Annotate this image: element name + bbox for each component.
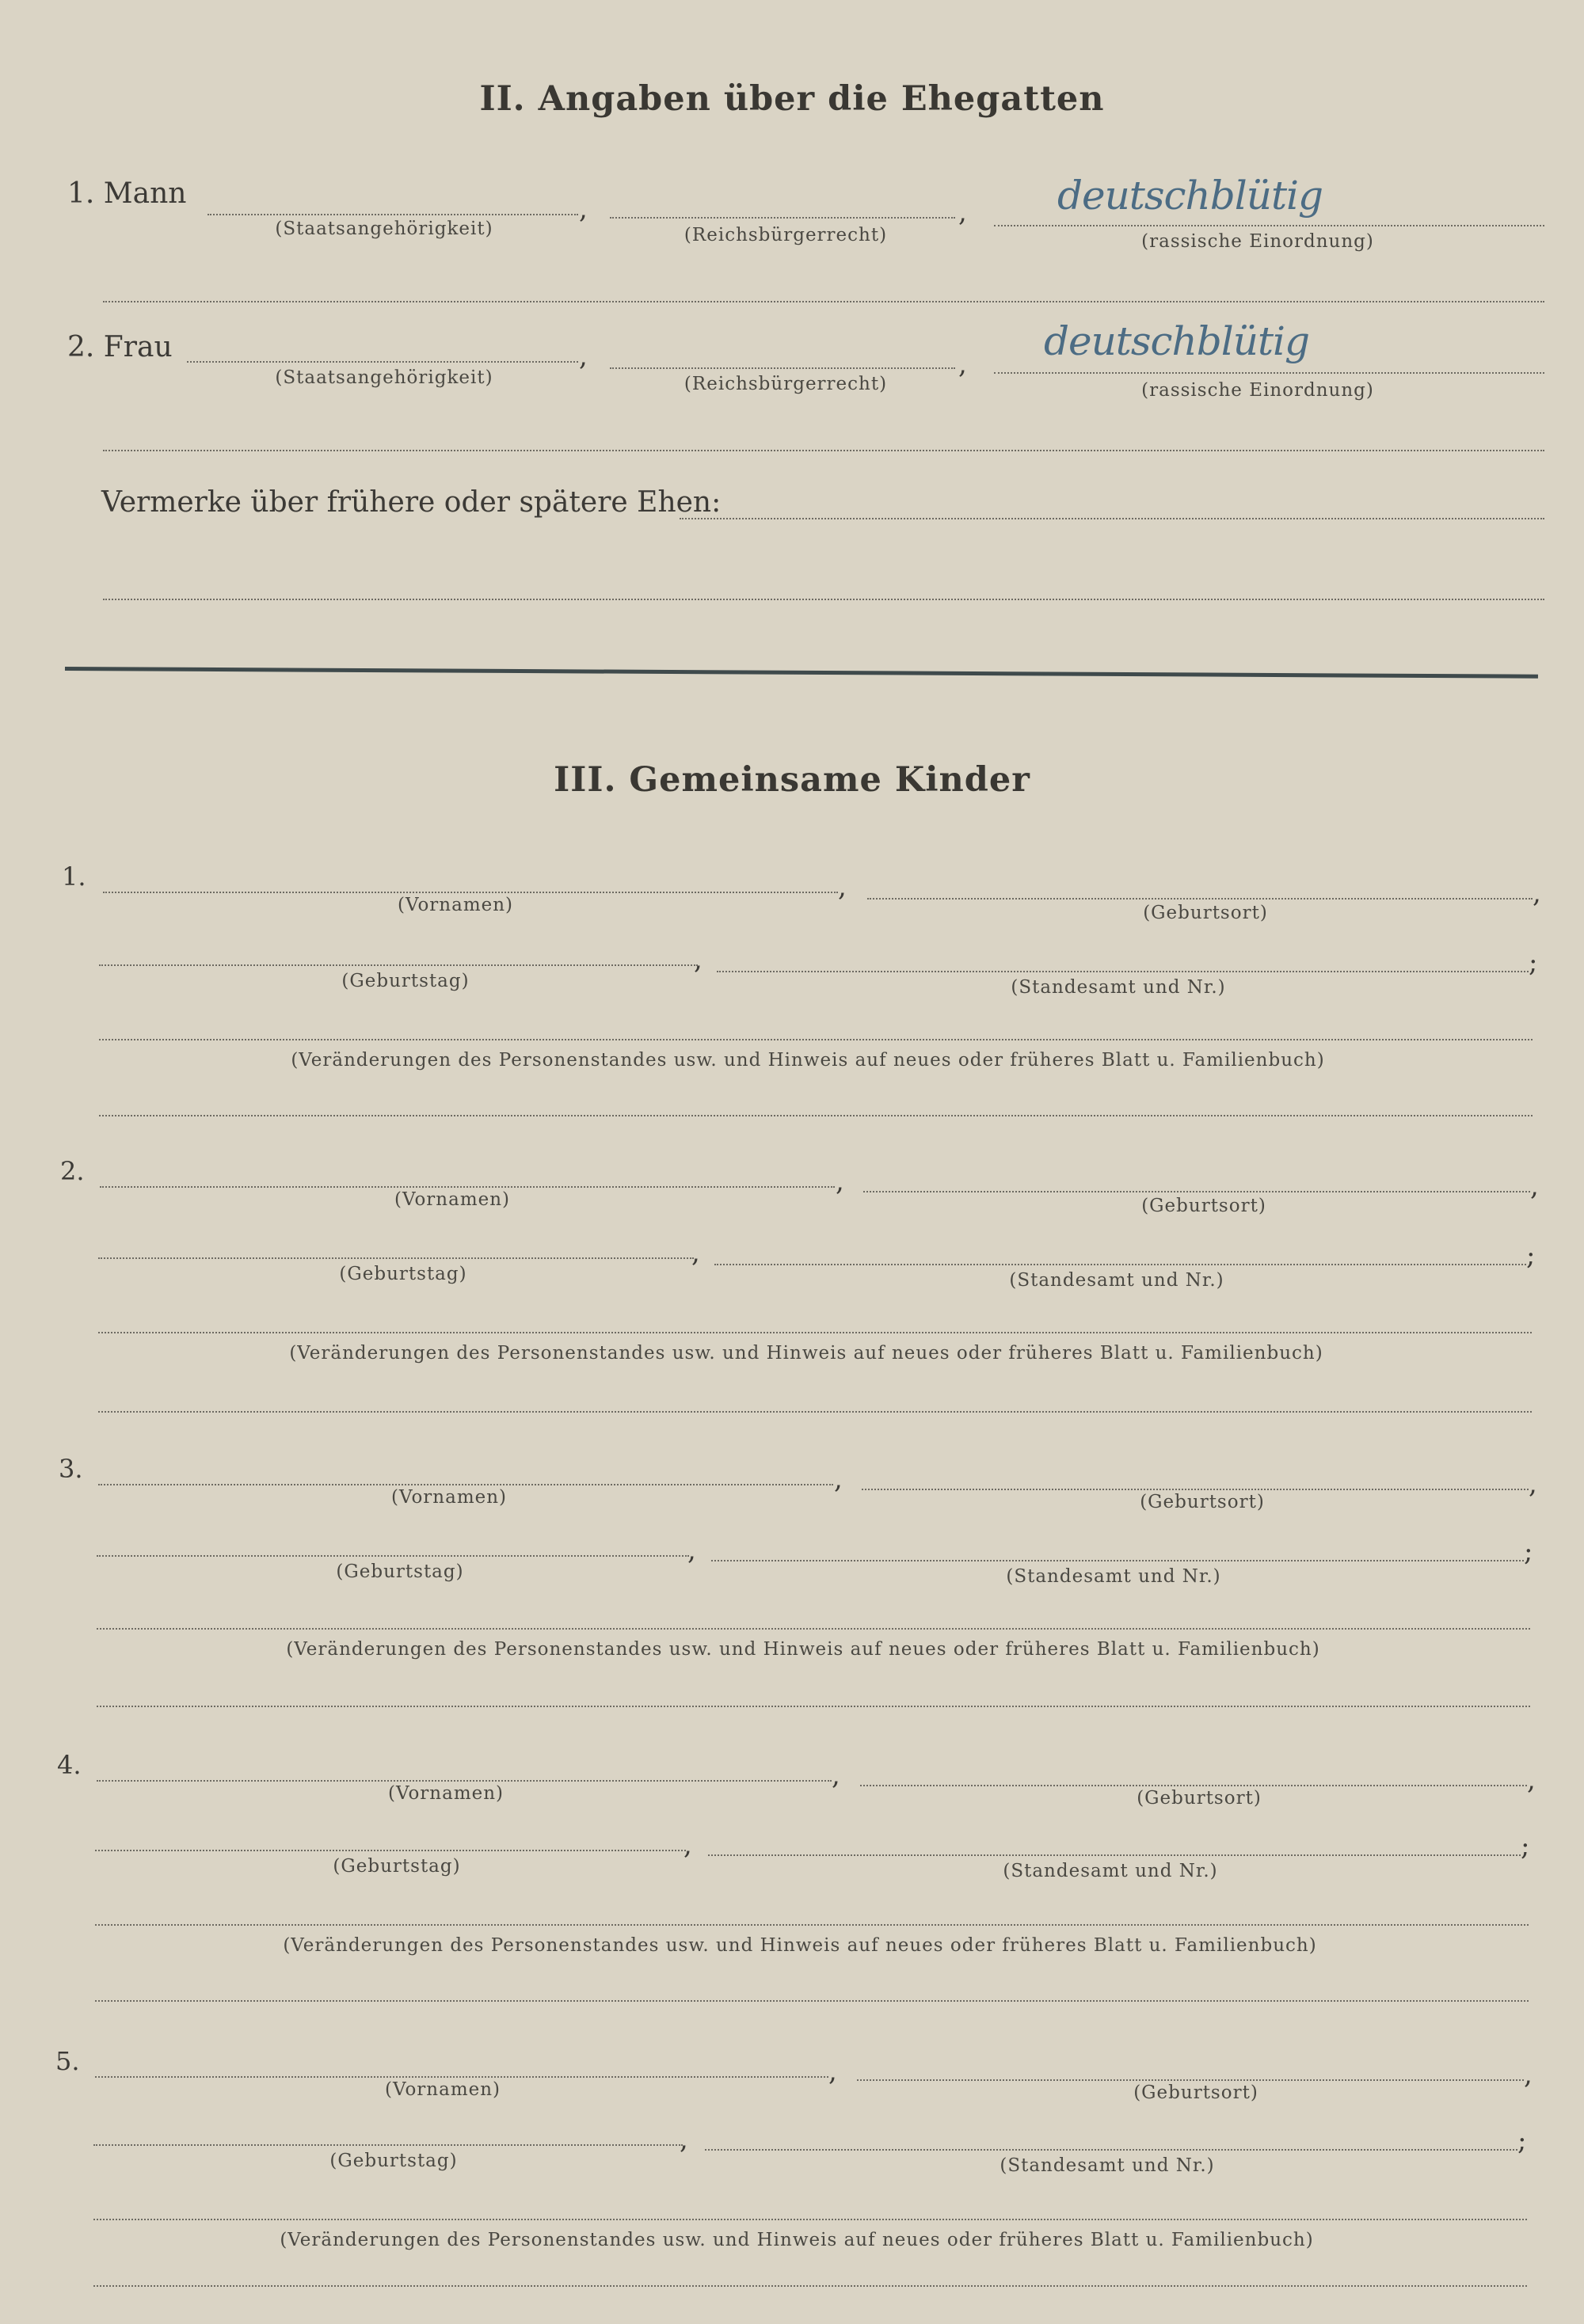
child-continuation-line[interactable]: [95, 2000, 1529, 2002]
mann-staat-caption: (Staatsangehörigkeit): [275, 219, 493, 239]
comma-separator: ,: [579, 340, 588, 372]
comma-separator: ,: [694, 944, 703, 976]
child-vorname-field[interactable]: [97, 1780, 832, 1782]
child-continuation-line[interactable]: [97, 1706, 1530, 1707]
child-geburtstag-field[interactable]: [93, 2144, 683, 2146]
frau-reich-field[interactable]: [610, 367, 955, 369]
mann-label: 1. Mann: [67, 177, 187, 210]
vermerke-continuation-line[interactable]: [103, 599, 1544, 600]
section-2-title: II. Angaben über die Ehegatten: [479, 79, 1105, 119]
mann-reich-field[interactable]: [610, 217, 955, 219]
child-standesamt-caption: (Standesamt und Nr.): [1000, 2155, 1215, 2176]
child-standesamt-caption: (Standesamt und Nr.): [1006, 1566, 1221, 1587]
child-veraenderungen-caption: (Veränderungen des Personenstandes usw. und Hinweis auf neues oder früheres Blatt u. Familienbuch): [286, 1639, 1320, 1660]
comma-separator: ,: [691, 1237, 700, 1269]
child-veraenderungen-field[interactable]: [97, 1628, 1530, 1630]
child-geburtstag-field[interactable]: [98, 1257, 694, 1259]
frau-reich-caption: (Reichsbürgerrecht): [683, 374, 888, 394]
child-vorname-caption: (Vornamen): [394, 1189, 511, 1210]
child-vorname-field[interactable]: [95, 2076, 828, 2078]
child-standesamt-field[interactable]: [708, 1854, 1521, 1856]
frau-rasse-handwriting: deutschblütig: [1044, 318, 1310, 364]
vermerke-field[interactable]: [680, 518, 1544, 519]
child-veraenderungen-caption: (Veränderungen des Personenstandes usw. und Hinweis auf neues oder früheres Blatt u. Familienbuch): [291, 1050, 1325, 1071]
semicolon-separator: ;: [1529, 947, 1538, 979]
child-continuation-line[interactable]: [99, 1115, 1533, 1116]
child-standesamt-caption: (Standesamt und Nr.): [1009, 1270, 1224, 1291]
mann-continuation-line[interactable]: [103, 301, 1544, 302]
child-number: 5.: [55, 2046, 80, 2076]
comma-separator: ,: [1533, 877, 1541, 909]
vermerke-label: Vermerke über frühere oder spätere Ehen:: [101, 486, 722, 519]
child-geburtstag-caption: (Geburtstag): [341, 971, 470, 991]
child-geburtstag-caption: (Geburtstag): [336, 1561, 464, 1582]
child-vorname-caption: (Vornamen): [397, 895, 514, 915]
comma-separator: ,: [1530, 1170, 1539, 1202]
child-standesamt-field[interactable]: [705, 2149, 1517, 2151]
child-geburtsort-field[interactable]: [857, 2079, 1524, 2081]
frau-label: 2. Frau: [67, 331, 173, 363]
comma-separator: ,: [958, 348, 967, 380]
section-3-title: III. Gemeinsame Kinder: [554, 760, 1030, 800]
child-standesamt-field[interactable]: [714, 1264, 1526, 1265]
child-continuation-line[interactable]: [93, 2285, 1527, 2287]
semicolon-separator: ;: [1517, 2125, 1527, 2157]
frau-rasse-field[interactable]: [994, 372, 1544, 374]
child-standesamt-caption: (Standesamt und Nr.): [1003, 1861, 1218, 1881]
child-geburtsort-field[interactable]: [863, 1191, 1530, 1192]
child-veraenderungen-caption: (Veränderungen des Personenstandes usw. und Hinweis auf neues oder früheres Blatt u. Familienbuch): [280, 2230, 1314, 2250]
child-geburtstag-caption: (Geburtstag): [339, 1264, 467, 1284]
frau-staat-caption: (Staatsangehörigkeit): [275, 367, 493, 388]
child-vorname-caption: (Vornamen): [390, 1487, 508, 1508]
child-veraenderungen-field[interactable]: [98, 1332, 1532, 1333]
child-vorname-field[interactable]: [103, 892, 838, 893]
semicolon-separator: ;: [1521, 1831, 1530, 1862]
comma-separator: ,: [834, 1463, 843, 1495]
child-geburtsort-caption: (Geburtsort): [1143, 903, 1268, 923]
child-geburtstag-caption: (Geburtstag): [329, 2151, 458, 2171]
child-veraenderungen-field[interactable]: [93, 2219, 1527, 2220]
semicolon-separator: ;: [1524, 1536, 1533, 1568]
child-vorname-caption: (Vornamen): [384, 2079, 501, 2100]
mann-rasse-field[interactable]: [994, 225, 1544, 226]
comma-separator: ,: [680, 2124, 688, 2155]
child-veraenderungen-field[interactable]: [95, 1924, 1529, 1926]
comma-separator: ,: [683, 1829, 692, 1861]
comma-separator: ,: [1529, 1468, 1537, 1500]
child-geburtstag-field[interactable]: [97, 1555, 689, 1557]
child-geburtsort-caption: (Geburtsort): [1141, 1196, 1266, 1216]
child-number: 3.: [59, 1454, 83, 1484]
child-number: 2.: [60, 1156, 85, 1186]
comma-separator: ,: [838, 871, 847, 903]
mann-staat-field[interactable]: [208, 214, 578, 215]
child-vorname-caption: (Vornamen): [387, 1783, 505, 1804]
child-veraenderungen-field[interactable]: [99, 1039, 1533, 1040]
child-geburtsort-caption: (Geburtsort): [1140, 1492, 1265, 1512]
child-geburtstag-field[interactable]: [95, 1850, 686, 1851]
child-geburtsort-field[interactable]: [867, 898, 1533, 900]
child-continuation-line[interactable]: [98, 1411, 1532, 1413]
child-geburtstag-field[interactable]: [99, 964, 698, 966]
frau-continuation-line[interactable]: [103, 450, 1544, 451]
frau-staat-field[interactable]: [187, 361, 578, 363]
comma-separator: ,: [836, 1166, 844, 1197]
comma-separator: ,: [1527, 1764, 1536, 1796]
comma-separator: ,: [958, 196, 967, 228]
comma-separator: ,: [832, 1759, 840, 1791]
semicolon-separator: ;: [1526, 1240, 1536, 1272]
frau-rasse-caption: (rassische Einordnung): [1141, 380, 1374, 401]
child-standesamt-field[interactable]: [711, 1560, 1524, 1561]
section-divider: [65, 667, 1538, 679]
child-geburtsort-field[interactable]: [860, 1785, 1527, 1786]
child-geburtsort-caption: (Geburtsort): [1133, 2082, 1258, 2103]
child-standesamt-field[interactable]: [717, 971, 1529, 972]
child-number: 1.: [62, 862, 86, 892]
child-number: 4.: [57, 1750, 82, 1780]
child-vorname-field[interactable]: [100, 1186, 835, 1188]
child-geburtsort-field[interactable]: [862, 1489, 1529, 1490]
comma-separator: ,: [687, 1535, 696, 1566]
child-veraenderungen-caption: (Veränderungen des Personenstandes usw. und Hinweis auf neues oder früheres Blatt u. Familienbuch): [289, 1343, 1323, 1364]
comma-separator: ,: [828, 2056, 837, 2087]
mann-rasse-caption: (rassische Einordnung): [1141, 231, 1374, 252]
comma-separator: ,: [1524, 2059, 1533, 2090]
child-vorname-field[interactable]: [98, 1484, 833, 1485]
child-standesamt-caption: (Standesamt und Nr.): [1011, 977, 1226, 998]
child-veraenderungen-caption: (Veränderungen des Personenstandes usw. und Hinweis auf neues oder früheres Blatt u. Familienbuch): [283, 1935, 1317, 1956]
mann-reich-caption: (Reichsbürgerrecht): [683, 225, 888, 245]
child-geburtsort-caption: (Geburtsort): [1137, 1788, 1262, 1809]
child-geburtstag-caption: (Geburtstag): [333, 1856, 461, 1877]
mann-rasse-handwriting: deutschblütig: [1057, 173, 1323, 219]
comma-separator: ,: [579, 193, 588, 225]
